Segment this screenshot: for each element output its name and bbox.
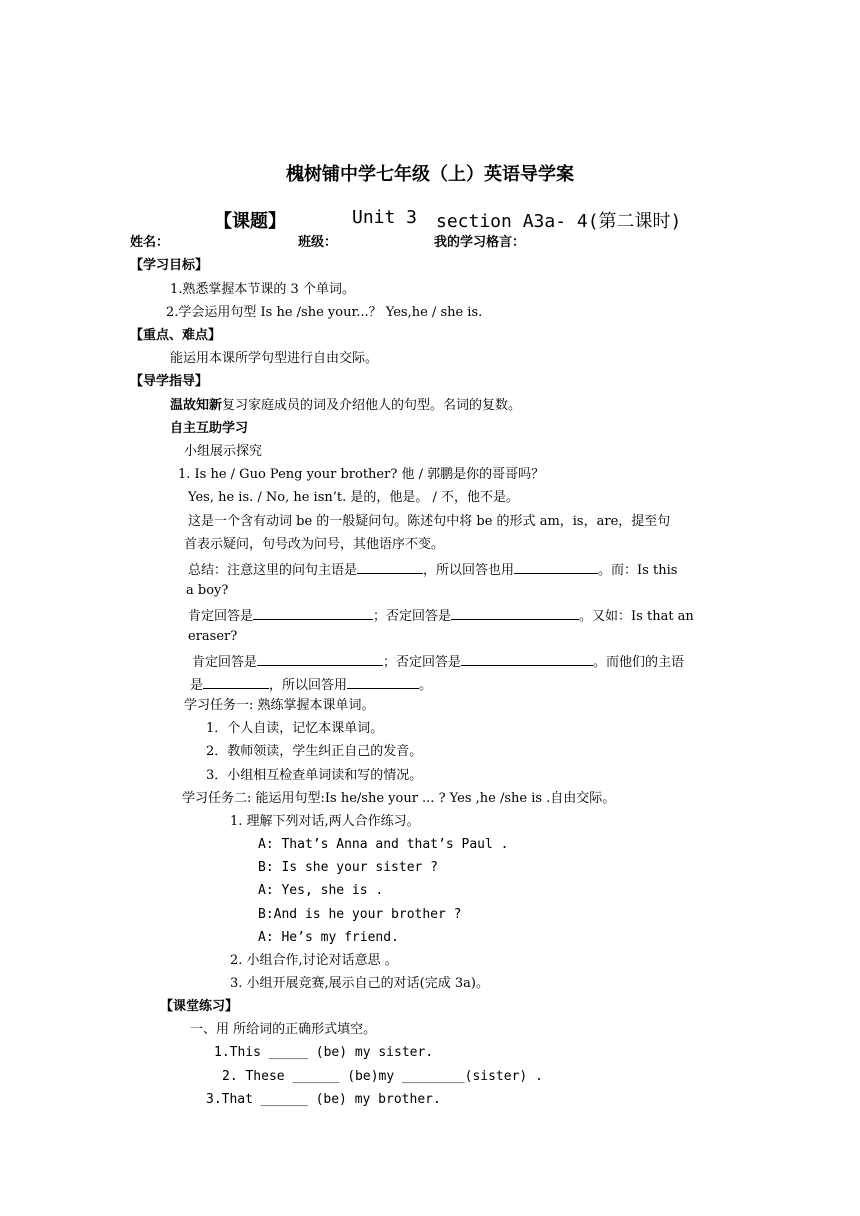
- task2-heading: 学习任务二: 能运用句型:Is he/she your ... ? Yes ,he /she is .自由交际。: [182, 791, 616, 806]
- page-title: 槐树铺中学七年级（上）英语导学案: [286, 164, 574, 185]
- fill-blank: [357, 559, 423, 574]
- lesson-unit: Unit 3: [352, 207, 418, 228]
- group-show-heading: 小组展示探究: [184, 444, 263, 459]
- goal-item: 2.学会运用句型 Is he /she your...？ Yes,he / she is.: [166, 305, 483, 320]
- lesson-label: 【课题】: [214, 211, 286, 232]
- fill-blank: [253, 605, 373, 620]
- task1-item: 3．小组相互检查单词读和写的情况。: [206, 768, 423, 783]
- fill-blank: [257, 651, 383, 666]
- affirm-text: ；否定回答是: [373, 609, 452, 624]
- affirm-line: [188, 605, 694, 626]
- exercise-2: 2. These ______ (be)my ________(sister) .: [222, 1069, 543, 1084]
- goal-item: 1.熟悉掌握本节课的 3 个单词。: [170, 282, 355, 297]
- affirm2-text: 是: [190, 678, 204, 693]
- lesson-section: section A3a- 4(第二课时): [436, 211, 682, 232]
- affirm2-text: ；否定回答是: [383, 655, 462, 670]
- task1-item: 1．个人自读，记忆本课单词。: [206, 721, 384, 736]
- affirm2-text: ，所以回答用: [269, 678, 348, 693]
- review-label: 温故知新: [170, 398, 223, 413]
- summary-continuation: a boy?: [186, 583, 229, 598]
- affirm-continuation: eraser?: [188, 629, 238, 644]
- question-1: 1. Is he / Guo Peng your brother? 他 / 郭鹏是你的哥哥吗？: [178, 467, 545, 482]
- dialogue-line: B:And is he your brother ?: [258, 907, 462, 922]
- fill-blank: [461, 651, 593, 666]
- goals-heading: 【学习目标】: [130, 258, 209, 273]
- question-1-answer: Yes, he is. / No, he isn’t. 是的，他是。 / 不，他不是。: [188, 490, 520, 505]
- task1-item: 2．教师领读，学生纠正自己的发音。: [206, 744, 423, 759]
- affirm-text: 肯定回答是: [188, 609, 254, 624]
- motto-field-label: 我的学习格言：: [434, 235, 526, 250]
- fill-blank: [203, 674, 269, 689]
- explanation-line-1: 这是一个含有动词 be 的一般疑问句。陈述句中将 be 的形式 am，is，are，提至句: [188, 514, 671, 529]
- task2-item-1: 1. 理解下列对话,两人合作练习。: [230, 814, 420, 829]
- key-points-text: 能运用本课所学句型进行自由交际。: [170, 351, 379, 366]
- task2-item-2: 2. 小组合作,讨论对话意思 。: [230, 953, 398, 968]
- self-study-heading: 自主互助学习: [170, 421, 249, 436]
- fill-blank: [451, 605, 579, 620]
- name-field-label: 姓名：: [130, 235, 170, 250]
- task2-item-3: 3. 小组开展竞赛,展示自己的对话(完成 3a)。: [230, 976, 489, 991]
- guide-heading: 【导学指导】: [130, 374, 209, 389]
- fill-blank: [347, 674, 419, 689]
- key-points-heading: 【重点、难点】: [130, 328, 222, 343]
- dialogue-line: B: Is she your sister ?: [258, 860, 439, 875]
- summary-line: [188, 559, 677, 580]
- summary-text: 总结：注意这里的问句主语是: [188, 563, 358, 578]
- exercise-3: 3.That ______ (be) my brother.: [206, 1092, 441, 1107]
- task1-heading: 学习任务一: 熟练掌握本课单词。: [184, 698, 375, 713]
- affirm2-line: [192, 651, 684, 672]
- practice-intro: 一、用 所给词的正确形式填空。: [190, 1022, 377, 1037]
- dialogue-line: A: Yes, she is .: [258, 883, 384, 898]
- review-line: [170, 397, 521, 415]
- affirm-text: 。又如：Is that an: [579, 609, 694, 624]
- affirm2-text: 肯定回答是: [192, 655, 258, 670]
- explanation-line-2: 首表示疑问，句号改为问号，其他语序不变。: [184, 537, 445, 552]
- summary-text: 。而：Is this: [598, 563, 678, 578]
- affirm2-text: 。: [419, 678, 433, 693]
- practice-heading: 【课堂练习】: [160, 999, 239, 1014]
- affirm2-continuation: [190, 674, 432, 695]
- exercise-1: 1.This _____ (be) my sister.: [214, 1045, 434, 1060]
- affirm2-text: 。而他们的主语: [593, 655, 685, 670]
- fill-blank: [514, 559, 598, 574]
- dialogue-line: A: That’s Anna and that’s Paul .: [258, 837, 509, 852]
- class-field-label: 班级：: [298, 235, 338, 250]
- summary-text: ，所以回答也用: [423, 563, 515, 578]
- dialogue-line: A: He’s my friend.: [258, 930, 399, 945]
- review-text: 复习家庭成员的词及介绍他人的句型。名词的复数。: [222, 398, 522, 413]
